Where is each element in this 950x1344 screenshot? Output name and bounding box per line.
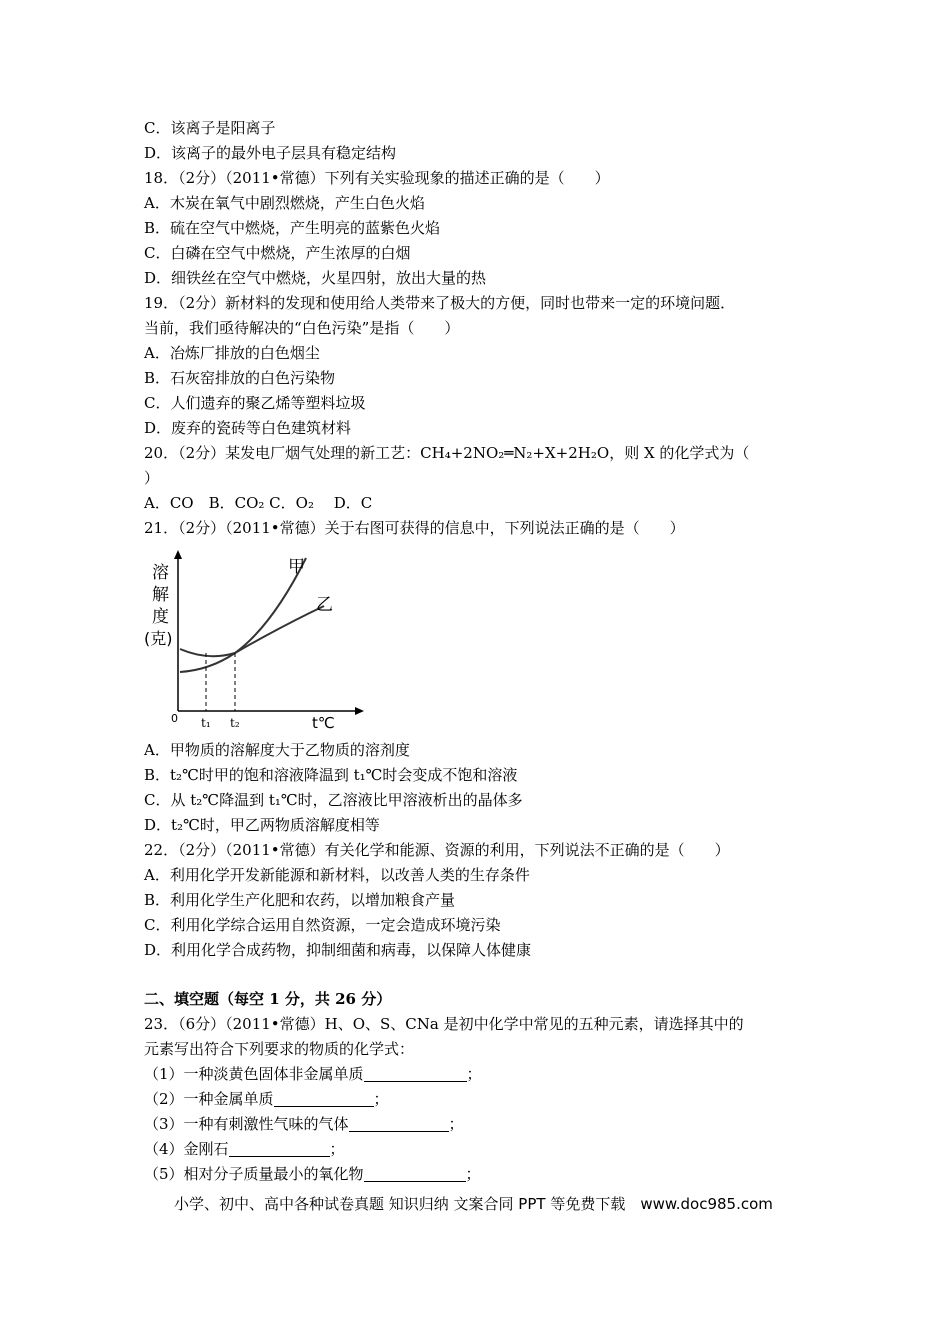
q23-item-2-text: （2）一种金属单质 bbox=[144, 1090, 274, 1108]
solubility-curve-graph bbox=[140, 548, 370, 733]
q23-item-2-semicolon: ； bbox=[373, 1090, 389, 1108]
t1-label: t₁ bbox=[201, 716, 211, 730]
y-axis-arrow bbox=[174, 550, 182, 559]
q21-stem: 21．（2分）（2011•常德）关于右图可获得的信息中，下列说法正确的是（ ） bbox=[144, 519, 685, 537]
page-footer: 小学、初中、高中各种试卷真题 知识归纳 文案合同 PPT 等免费下载 www.doc985.com bbox=[174, 1195, 773, 1213]
q20-suffix: ，则 X 的化学式为（ bbox=[609, 444, 750, 462]
q23-item-1-text: （1）一种淡黄色固体非金属单质 bbox=[144, 1065, 364, 1083]
q21-option-c: C．从 t₂℃降温到 t₁℃时，乙溶液比甲溶液析出的晶体多 bbox=[144, 791, 523, 809]
q23-item-4-text: （4）金刚石 bbox=[144, 1140, 229, 1158]
ylabel-1: 溶 bbox=[152, 563, 169, 583]
q23-item-5 bbox=[144, 1164, 481, 1184]
q21-option-a: A．甲物质的溶解度大于乙物质的溶剂度 bbox=[144, 741, 410, 759]
q23-blank-4[interactable] bbox=[229, 1140, 330, 1157]
q23-stem-line1: 23．（6分）（2011•常德）H、O、S、CNa 是初中化学中常见的五种元素，请选择其中的 bbox=[144, 1015, 744, 1033]
q21-option-b: B．t₂℃时甲的饱和溶液降温到 t₁℃时会变成不饱和溶液 bbox=[144, 766, 518, 784]
q18-option-b: B．硫在空气中燃烧，产生明亮的蓝紫色火焰 bbox=[144, 219, 441, 237]
q23-item-3-semicolon: ； bbox=[448, 1115, 464, 1133]
q23-item-2 bbox=[144, 1089, 389, 1109]
origin-label: 0 bbox=[171, 712, 178, 725]
q20-stem-close: ） bbox=[144, 469, 160, 487]
q23-blank-3[interactable] bbox=[349, 1115, 449, 1132]
section-2-title: 二、填空题（每空 1 分，共 26 分） bbox=[144, 990, 392, 1008]
q23-stem-line2: 元素写出符合下列要求的物质的化学式： bbox=[144, 1040, 415, 1058]
curve-jia-label: 甲 bbox=[288, 557, 305, 577]
x-axis-label: t℃ bbox=[312, 714, 335, 732]
q23-blank-1[interactable] bbox=[364, 1065, 467, 1082]
q20-prefix: 20．（2分）某发电厂烟气处理的新工艺： bbox=[144, 444, 421, 462]
q22-stem: 22．（2分）（2011•常德）有关化学和能源、资源的利用，下列说法不正确的是（ ） bbox=[144, 841, 730, 859]
q17-option-c: C．该离子是阳离子 bbox=[144, 119, 276, 137]
q19-stem-line2: 当前，我们亟待解决的“白色污染”是指（ ） bbox=[144, 319, 460, 337]
q23-blank-5[interactable] bbox=[364, 1165, 466, 1182]
q18-stem: 18．（2分）（2011•常德）下列有关实验现象的描述正确的是（ ） bbox=[144, 169, 610, 187]
q23-item-3-text: （3）一种有刺激性气味的气体 bbox=[144, 1115, 349, 1133]
q21-option-d: D．t₂℃时，甲乙两物质溶解度相等 bbox=[144, 816, 380, 834]
q23-item-5-text: （5）相对分子质量最小的氧化物 bbox=[144, 1165, 364, 1183]
q19-option-c: C．人们遗弃的聚乙烯等塑料垃圾 bbox=[144, 394, 366, 412]
q22-option-d: D．利用化学合成药物，抑制细菌和病毒，以保障人体健康 bbox=[144, 941, 532, 959]
q22-option-a: A．利用化学开发新能源和新材料，以改善人类的生存条件 bbox=[144, 866, 530, 884]
q19-option-d: D．废弃的瓷砖等白色建筑材料 bbox=[144, 419, 352, 437]
q20-equation: CH₄+2NO₂═N₂+X+2H₂O bbox=[420, 444, 610, 462]
ylabel-4: (克) bbox=[144, 629, 173, 648]
ylabel-3: 度 bbox=[152, 607, 169, 627]
q22-option-c: C．利用化学综合运用自然资源，一定会造成环境污染 bbox=[144, 916, 501, 934]
curve-yi-label: 乙 bbox=[316, 595, 333, 615]
q19-option-b: B．石灰窑排放的白色污染物 bbox=[144, 369, 336, 387]
q18-option-d: D．细铁丝在空气中燃烧，火星四射，放出大量的热 bbox=[144, 269, 487, 287]
q23-blank-2[interactable] bbox=[274, 1090, 374, 1107]
q17-option-d: D．该离子的最外电子层具有稳定结构 bbox=[144, 144, 397, 162]
x-axis-arrow bbox=[355, 707, 364, 715]
q22-option-b: B．利用化学生产化肥和农药，以增加粮食产量 bbox=[144, 891, 456, 909]
q23-item-4 bbox=[144, 1139, 345, 1159]
q19-option-a: A．冶炼厂排放的白色烟尘 bbox=[144, 344, 320, 362]
q23-item-5-semicolon: ； bbox=[465, 1165, 481, 1183]
q18-option-c: C．白磷在空气中燃烧，产生浓厚的白烟 bbox=[144, 244, 411, 262]
q20-options: A．CO B．CO₂ C．O₂ D．C bbox=[144, 494, 373, 512]
q23-item-3 bbox=[144, 1114, 464, 1134]
ylabel-2: 解 bbox=[152, 585, 169, 605]
q23-item-4-semicolon: ； bbox=[329, 1140, 345, 1158]
q20-stem bbox=[144, 443, 749, 463]
t2-label: t₂ bbox=[230, 716, 240, 730]
q23-item-1 bbox=[144, 1064, 482, 1084]
q23-item-1-semicolon: ； bbox=[466, 1065, 482, 1083]
q19-stem-line1: 19．（2分）新材料的发现和使用给人类带来了极大的方便，同时也带来一定的环境问题． bbox=[144, 294, 736, 312]
q18-option-a: A．木炭在氧气中剧烈燃烧，产生白色火焰 bbox=[144, 194, 425, 212]
